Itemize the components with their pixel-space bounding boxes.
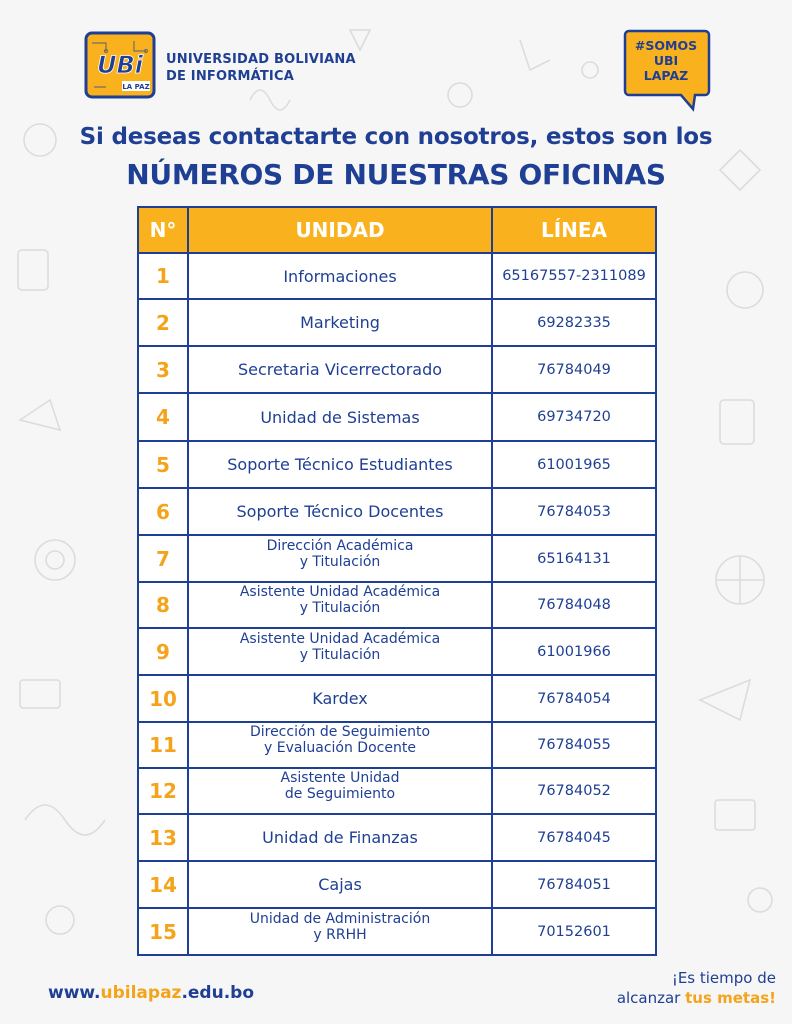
table-row: [138, 675, 656, 722]
column-header-unit: UNIDAD: [188, 207, 492, 253]
table-row: [138, 582, 656, 628]
row-phone: 76784051: [492, 861, 656, 908]
table-row: [138, 441, 656, 488]
row-phone: 69734720: [492, 393, 656, 441]
row-phone: 76784053: [492, 488, 656, 535]
row-number: 7: [138, 535, 188, 582]
slogan: [617, 968, 776, 1008]
row-phone: 76784054: [492, 675, 656, 722]
row-number: 2: [138, 299, 188, 346]
badge-line3: LAPAZ: [643, 68, 689, 83]
website-link[interactable]: [48, 983, 254, 1003]
row-phone: 76784049: [492, 346, 656, 393]
table-row: [138, 346, 656, 393]
table-row: [138, 768, 656, 814]
table-row: [138, 535, 656, 582]
column-header-number: N°: [138, 207, 188, 253]
table-row: [138, 722, 656, 768]
row-unit: Marketing: [188, 299, 492, 346]
url-accent: ubilapaz: [100, 983, 182, 1003]
row-number: 8: [138, 582, 188, 628]
slogan-plain: alcanzar: [616, 989, 686, 1007]
row-number: 11: [138, 722, 188, 768]
slogan-line2: [617, 988, 776, 1008]
intro-heading: Si deseas contactarte con nosotros, estos son los: [79, 124, 713, 150]
row-unit: Cajas: [188, 861, 492, 908]
row-number: 6: [138, 488, 188, 535]
row-number: 9: [138, 628, 188, 675]
row-unit: Soporte Técnico Docentes: [188, 488, 492, 535]
row-phone: 65164131: [492, 535, 656, 582]
row-number: 5: [138, 441, 188, 488]
url-suffix: .edu.bo: [181, 983, 255, 1003]
row-phone: 69282335: [492, 299, 656, 346]
row-number: 3: [138, 346, 188, 393]
row-unit: Asistente Unidad Académica y Titulación: [188, 628, 492, 675]
slogan-accent: tus metas!: [685, 989, 776, 1007]
svg-text:LA PAZ: LA PAZ: [122, 83, 150, 91]
row-unit: Unidad de Administración y RRHH: [188, 908, 492, 955]
row-number: 15: [138, 908, 188, 955]
row-phone: 65167557-2311089: [492, 253, 656, 299]
row-unit: Unidad de Sistemas: [188, 393, 492, 441]
university-name: [166, 51, 356, 85]
row-phone: 76784055: [492, 722, 656, 768]
badge-line1: #SOMOS: [634, 38, 698, 53]
row-phone: 61001966: [492, 628, 656, 675]
row-unit: Unidad de Finanzas: [188, 814, 492, 861]
page-title: NÚMEROS DE NUESTRAS OFICINAS: [126, 158, 666, 191]
row-phone: 61001965: [492, 441, 656, 488]
ubi-logo: [84, 31, 156, 99]
row-phone: 76784048: [492, 582, 656, 628]
offices-table: [137, 206, 657, 956]
hashtag-badge-text: [628, 38, 704, 83]
row-unit: Dirección Académica y Titulación: [188, 535, 492, 582]
table-row: [138, 393, 656, 441]
url-prefix: www.: [48, 983, 101, 1003]
row-number: 14: [138, 861, 188, 908]
row-unit: Dirección de Seguimiento y Evaluación Docente: [188, 722, 492, 768]
row-number: 13: [138, 814, 188, 861]
university-name-line1: UNIVERSIDAD BOLIVIANA: [166, 52, 356, 67]
table-row: [138, 908, 656, 955]
row-phone: 70152601: [492, 908, 656, 955]
row-unit: Asistente Unidad de Seguimiento: [188, 768, 492, 814]
row-unit: Secretaria Vicerrectorado: [188, 346, 492, 393]
table-row: [138, 814, 656, 861]
badge-line2: UBI: [653, 53, 679, 68]
table-row: [138, 253, 656, 299]
column-header-line: LÍNEA: [492, 207, 656, 253]
row-unit: Soporte Técnico Estudiantes: [188, 441, 492, 488]
table-row: [138, 628, 656, 675]
table-row: [138, 861, 656, 908]
row-unit: Kardex: [188, 675, 492, 722]
row-number: 1: [138, 253, 188, 299]
row-unit: Asistente Unidad Académica y Titulación: [188, 582, 492, 628]
table-row: [138, 299, 656, 346]
svg-text:UBi: UBi: [96, 51, 144, 79]
row-number: 12: [138, 768, 188, 814]
row-number: 4: [138, 393, 188, 441]
row-phone: 76784052: [492, 768, 656, 814]
university-name-line2: DE INFORMÁTICA: [166, 69, 294, 84]
slogan-line1: ¡Es tiempo de: [671, 969, 776, 987]
row-number: 10: [138, 675, 188, 722]
row-phone: 76784045: [492, 814, 656, 861]
table-row: [138, 488, 656, 535]
row-unit: Informaciones: [188, 253, 492, 299]
table-header-row: [138, 207, 656, 253]
